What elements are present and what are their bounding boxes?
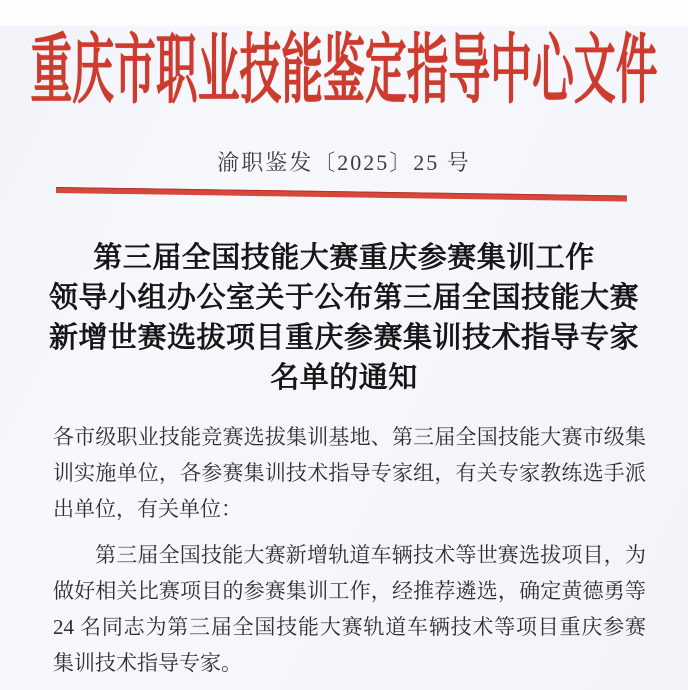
letterhead-title: 重庆市职业技能鉴定指导中心文件 bbox=[30, 29, 658, 113]
body-line-3: 24 名同志为第三届全国技能大赛轨道车辆技术等项目重庆参赛 bbox=[53, 615, 646, 639]
notice-title-line-3: 新增世赛选拔项目重庆参赛集训技术指导专家 bbox=[48, 322, 639, 354]
notice-body bbox=[53, 419, 646, 681]
document-number: 渝职鉴发〔2025〕25 号 bbox=[217, 150, 471, 175]
letterhead-banner bbox=[0, 30, 688, 112]
notice-title-line-4: 名单的通知 bbox=[270, 362, 418, 394]
salutation-line-1: 各市级职业技能竞赛选拔集训基地、第三届全国技能大赛市级集 bbox=[53, 425, 646, 449]
body-line-4: 集训技术指导专家。 bbox=[53, 651, 242, 675]
notice-title-line-2: 领导小组办公室关于公布第三届全国技能大赛 bbox=[48, 282, 639, 314]
scan-edge-strip bbox=[0, 0, 688, 26]
notice-title-line-1: 第三届全国技能大赛重庆参赛集训工作 bbox=[93, 242, 595, 274]
red-divider-line bbox=[56, 187, 627, 201]
salutation-line-2: 训实施单位，各参赛集训技术指导专家组，有关专家教练选手派 bbox=[53, 461, 646, 485]
body-line-2: 做好相关比赛项目的参赛集训工作，经推荐遴选，确定黄德勇等 bbox=[53, 579, 646, 603]
salutation-line-3: 出单位，有关单位： bbox=[53, 497, 242, 521]
salutation-paragraph bbox=[53, 419, 646, 527]
body-paragraph bbox=[53, 537, 646, 681]
body-line-1: 第三届全国技能大赛新增轨道车辆技术等世赛选拔项目，为 bbox=[95, 543, 646, 567]
notice-title bbox=[0, 238, 688, 398]
